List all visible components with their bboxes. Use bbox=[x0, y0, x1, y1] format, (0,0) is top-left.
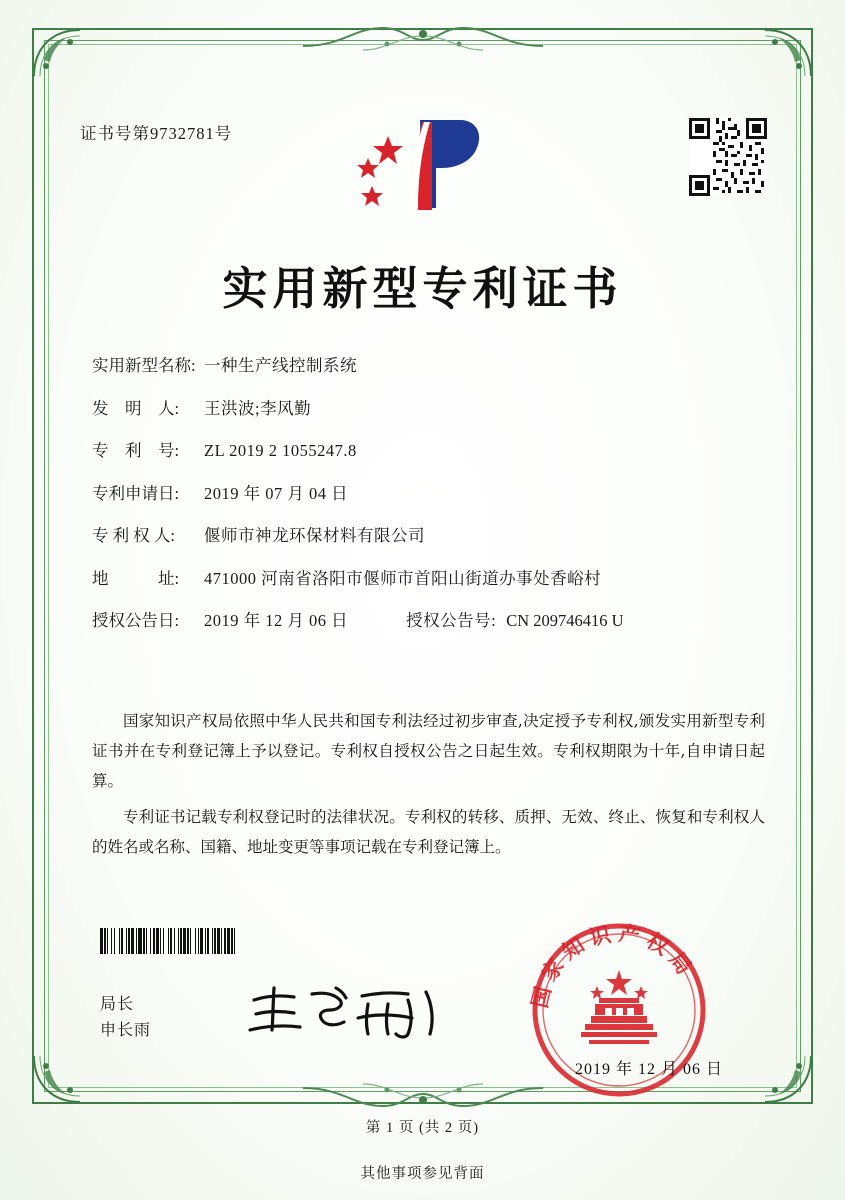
bottom-ornament-icon bbox=[303, 1072, 543, 1112]
field-value: 偃师市神龙环保材料有限公司 bbox=[204, 526, 425, 545]
field-value-grant-number: CN 209746416 U bbox=[506, 611, 624, 630]
field-value-grant-date: 2019 年 12 月 06 日 bbox=[204, 611, 349, 630]
field-label: 实用新型名称: bbox=[92, 356, 196, 375]
cnipa-logo-icon bbox=[348, 110, 498, 220]
top-ornament-icon bbox=[303, 22, 543, 62]
barcode bbox=[100, 928, 330, 954]
field-row-inventor bbox=[92, 398, 765, 418]
page-indicator: 第 1 页 (共 2 页) bbox=[365, 1120, 480, 1136]
field-row-patent-number bbox=[92, 443, 765, 460]
field-label: 专利申请日: bbox=[92, 483, 180, 503]
field-value: ZL 2019 2 1055247.8 bbox=[204, 441, 357, 460]
certificate-number: 证书号第9732781号 bbox=[80, 124, 233, 143]
field-value: 王洪波;李风勤 bbox=[204, 398, 312, 418]
signature-name: 申长雨 bbox=[100, 1022, 152, 1039]
handwritten-signature-icon bbox=[240, 978, 450, 1048]
field-row-application-date bbox=[92, 483, 765, 503]
field-row-patentee bbox=[92, 528, 765, 545]
field-value: 一种生产线控制系统 bbox=[204, 356, 357, 375]
signature-block bbox=[100, 992, 151, 1044]
legal-text bbox=[92, 706, 765, 868]
field-label: 专 利 权 人: bbox=[92, 526, 175, 545]
page-title: 实用新型专利证书 bbox=[222, 262, 623, 315]
field-row-grant bbox=[92, 613, 765, 630]
field-row-address bbox=[92, 568, 765, 588]
field-label-grant-date: 授权公告日: bbox=[92, 611, 180, 630]
footnote: 其他事项参见背面 bbox=[360, 1166, 485, 1182]
seal-date: 2019 年 12 月 06 日 bbox=[574, 1061, 723, 1078]
field-row-name bbox=[92, 358, 765, 375]
qr-code bbox=[689, 118, 767, 196]
field-label: 专 利 号: bbox=[92, 441, 180, 460]
field-value: 471000 河南省洛阳市偃师市首阳山街道办事处香峪村 bbox=[204, 568, 602, 588]
signature-role: 局长 bbox=[100, 996, 135, 1013]
paragraph-2: 专利证书记载专利权登记时的法律状况。专利权的转移、质押、无效、终止、恢复和专利权人的姓名或名称、国籍、地址变更等事项记载在专利登记簿上。 bbox=[92, 808, 765, 856]
field-label: 发 明 人: bbox=[92, 398, 180, 418]
field-value: 2019 年 07 月 04 日 bbox=[204, 483, 349, 503]
field-label: 地 址: bbox=[92, 568, 180, 588]
field-label-grant-number: 授权公告号: bbox=[406, 611, 497, 630]
field-list bbox=[92, 358, 765, 656]
svg-text:国家知识产权局: 国家知识产权局 bbox=[526, 920, 701, 1011]
paragraph-1: 国家知识产权局依照中华人民共和国专利法经过初步审查,决定授予专利权,颁发实用新型专利证书并在专利登记簿上予以登记。专利权自授权公告之日起生效。专利权期限为十年,自申请日起算。 bbox=[92, 712, 765, 790]
